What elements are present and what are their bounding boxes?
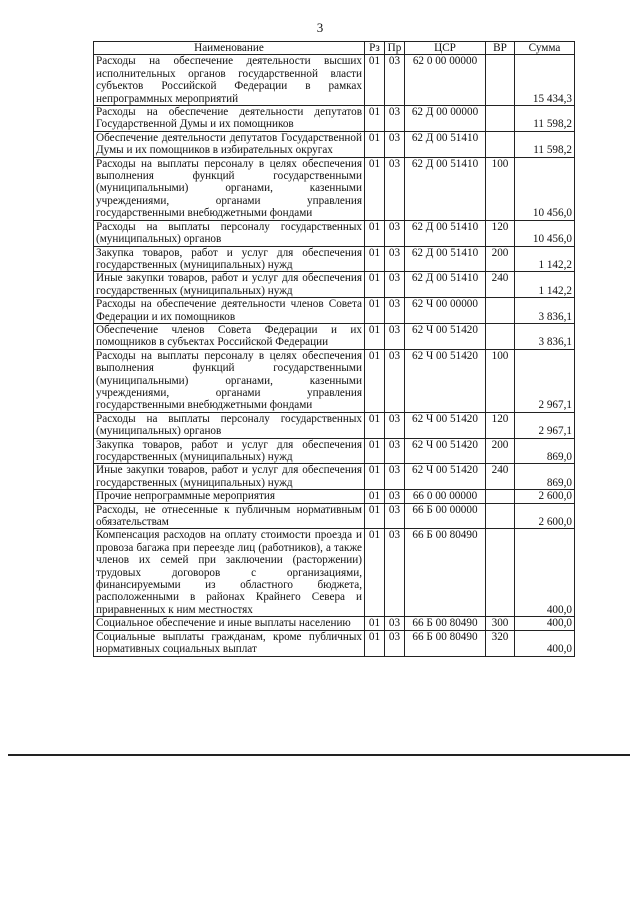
cell-vr — [486, 131, 515, 157]
cell-csr: 62 Д 00 51410 — [405, 246, 486, 272]
cell-rz: 01 — [365, 503, 385, 529]
cell-name: Расходы на выплаты персоналу в целях обеспечения выполнения функций государственными (муниципальными) органами, казенными учреждениями, органами управления государственными внебюджетными фондами — [94, 157, 365, 220]
header-pr: Пр — [385, 42, 405, 55]
cell-csr: 66 Б 00 80490 — [405, 617, 486, 630]
cell-vr: 100 — [486, 157, 515, 220]
table-row — [94, 503, 575, 529]
table-row — [94, 106, 575, 132]
cell-name: Расходы на выплаты персоналу в целях обеспечения выполнения функций государственными (муниципальными) органами, казенными учреждениями, органами управления государственными внебюджетными фондами — [94, 349, 365, 412]
cell-csr: 62 Ч 00 00000 — [405, 298, 486, 324]
cell-name: Обеспечение деятельности депутатов Государственной Думы и их помощников в избирательных округах — [94, 131, 365, 157]
table-row — [94, 323, 575, 349]
cell-csr: 62 Ч 00 51420 — [405, 323, 486, 349]
cell-vr — [486, 298, 515, 324]
cell-name: Прочие непрограммные мероприятия — [94, 490, 365, 503]
cell-pr: 03 — [385, 617, 405, 630]
cell-name: Обеспечение членов Совета Федерации и их помощников в субъектах Российской Федерации — [94, 323, 365, 349]
table-row — [94, 412, 575, 438]
cell-vr: 320 — [486, 630, 515, 656]
cell-rz: 01 — [365, 464, 385, 490]
cell-vr: 100 — [486, 349, 515, 412]
cell-name: Иные закупки товаров, работ и услуг для обеспечения государственных (муниципальных) нужд — [94, 464, 365, 490]
cell-sum: 3 836,1 — [515, 323, 575, 349]
cell-sum: 1 142,2 — [515, 272, 575, 298]
cell-sum: 1 142,2 — [515, 246, 575, 272]
table-row — [94, 630, 575, 656]
cell-sum: 400,0 — [515, 630, 575, 656]
cell-vr: 200 — [486, 438, 515, 464]
cell-vr: 200 — [486, 246, 515, 272]
cell-pr: 03 — [385, 503, 405, 529]
cell-sum: 2 967,1 — [515, 349, 575, 412]
cell-pr: 03 — [385, 630, 405, 656]
cell-csr: 66 Б 00 00000 — [405, 503, 486, 529]
cell-csr: 62 Д 00 00000 — [405, 106, 486, 132]
table-row — [94, 529, 575, 617]
cell-sum: 11 598,2 — [515, 131, 575, 157]
cell-csr: 62 Д 00 51410 — [405, 272, 486, 298]
cell-pr: 03 — [385, 490, 405, 503]
table-body — [94, 55, 575, 656]
cell-sum: 400,0 — [515, 617, 575, 630]
header-csr: ЦСР — [405, 42, 486, 55]
cell-rz: 01 — [365, 323, 385, 349]
cell-vr: 120 — [486, 220, 515, 246]
table-header-row — [94, 42, 575, 55]
cell-sum: 15 434,3 — [515, 55, 575, 106]
cell-rz: 01 — [365, 55, 385, 106]
cell-rz: 01 — [365, 157, 385, 220]
page-number: 3 — [316, 20, 324, 35]
cell-rz: 01 — [365, 490, 385, 503]
cell-name: Закупка товаров, работ и услуг для обеспечения государственных (муниципальных) нужд — [94, 438, 365, 464]
cell-sum: 10 456,0 — [515, 220, 575, 246]
cell-name: Расходы на выплаты персоналу государственных (муниципальных) органов — [94, 412, 365, 438]
cell-csr: 62 Д 00 51410 — [405, 220, 486, 246]
table-row — [94, 490, 575, 503]
cell-pr: 03 — [385, 220, 405, 246]
cell-rz: 01 — [365, 529, 385, 617]
table-row — [94, 272, 575, 298]
cell-rz: 01 — [365, 106, 385, 132]
cell-pr: 03 — [385, 157, 405, 220]
table-row — [94, 131, 575, 157]
header-vr: ВР — [486, 42, 515, 55]
cell-name: Социальные выплаты гражданам, кроме публичных нормативных социальных выплат — [94, 630, 365, 656]
cell-name: Социальное обеспечение и иные выплаты населению — [94, 617, 365, 630]
table-row — [94, 246, 575, 272]
cell-pr: 03 — [385, 106, 405, 132]
cell-vr — [486, 323, 515, 349]
cell-sum: 3 836,1 — [515, 298, 575, 324]
cell-sum: 2 600,0 — [515, 503, 575, 529]
cell-pr: 03 — [385, 438, 405, 464]
cell-vr: 240 — [486, 272, 515, 298]
cell-pr: 03 — [385, 55, 405, 106]
cell-rz: 01 — [365, 272, 385, 298]
table-row — [94, 157, 575, 220]
cell-csr: 62 Ч 00 51420 — [405, 464, 486, 490]
table-row — [94, 438, 575, 464]
cell-sum: 11 598,2 — [515, 106, 575, 132]
cell-sum: 2 600,0 — [515, 490, 575, 503]
cell-name: Компенсация расходов на оплату стоимости проезда и провоза багажа при переезде лиц (работников), а также членов их семей при заключении (расторжении) трудовых договоров с организациями, финансируемыми из областного бюджета, расположенными в районах Крайнего Севера и приравненных к ним местностях — [94, 529, 365, 617]
table-row — [94, 617, 575, 630]
table-row — [94, 349, 575, 412]
header-name: Наименование — [94, 42, 365, 55]
cell-rz: 01 — [365, 630, 385, 656]
cell-rz: 01 — [365, 246, 385, 272]
budget-table — [93, 41, 575, 657]
cell-sum: 2 967,1 — [515, 412, 575, 438]
cell-vr — [486, 490, 515, 503]
cell-vr — [486, 106, 515, 132]
header-sum: Сумма — [515, 42, 575, 55]
cell-name: Расходы на обеспечение деятельности высших исполнительных органов государственной власти субъектов Российской Федерации в рамках непрограммных мероприятий — [94, 55, 365, 106]
cell-pr: 03 — [385, 272, 405, 298]
cell-rz: 01 — [365, 220, 385, 246]
table-row — [94, 55, 575, 106]
cell-pr: 03 — [385, 298, 405, 324]
cell-pr: 03 — [385, 323, 405, 349]
cell-name: Иные закупки товаров, работ и услуг для обеспечения государственных (муниципальных) нужд — [94, 272, 365, 298]
cell-pr: 03 — [385, 349, 405, 412]
cell-rz: 01 — [365, 298, 385, 324]
cell-name: Закупка товаров, работ и услуг для обеспечения государственных (муниципальных) нужд — [94, 246, 365, 272]
cell-name: Расходы на выплаты персоналу государственных (муниципальных) органов — [94, 220, 365, 246]
header-rz: Рз — [365, 42, 385, 55]
cell-pr: 03 — [385, 464, 405, 490]
cell-vr: 300 — [486, 617, 515, 630]
cell-vr: 240 — [486, 464, 515, 490]
footer-divider — [8, 754, 630, 756]
cell-name: Расходы, не отнесенные к публичным нормативным обязательствам — [94, 503, 365, 529]
cell-rz: 01 — [365, 131, 385, 157]
cell-rz: 01 — [365, 438, 385, 464]
cell-csr: 66 Б 00 80490 — [405, 630, 486, 656]
cell-rz: 01 — [365, 617, 385, 630]
cell-vr: 120 — [486, 412, 515, 438]
cell-pr: 03 — [385, 246, 405, 272]
cell-csr: 62 Д 00 51410 — [405, 131, 486, 157]
cell-sum: 869,0 — [515, 438, 575, 464]
cell-csr: 66 Б 00 80490 — [405, 529, 486, 617]
cell-sum: 400,0 — [515, 529, 575, 617]
cell-csr: 62 Ч 00 51420 — [405, 438, 486, 464]
cell-pr: 03 — [385, 529, 405, 617]
cell-pr: 03 — [385, 412, 405, 438]
cell-csr: 66 0 00 00000 — [405, 490, 486, 503]
cell-csr: 62 Д 00 51410 — [405, 157, 486, 220]
cell-vr — [486, 529, 515, 617]
cell-name: Расходы на обеспечение деятельности членов Совета Федерации и их помощников — [94, 298, 365, 324]
cell-sum: 869,0 — [515, 464, 575, 490]
cell-csr: 62 Ч 00 51420 — [405, 349, 486, 412]
cell-rz: 01 — [365, 412, 385, 438]
table-row — [94, 220, 575, 246]
table-row — [94, 298, 575, 324]
cell-vr — [486, 503, 515, 529]
cell-name: Расходы на обеспечение деятельности депутатов Государственной Думы и их помощников — [94, 106, 365, 132]
cell-csr: 62 Ч 00 51420 — [405, 412, 486, 438]
cell-vr — [486, 55, 515, 106]
cell-pr: 03 — [385, 131, 405, 157]
cell-rz: 01 — [365, 349, 385, 412]
cell-csr: 62 0 00 00000 — [405, 55, 486, 106]
table-row — [94, 464, 575, 490]
cell-sum: 10 456,0 — [515, 157, 575, 220]
